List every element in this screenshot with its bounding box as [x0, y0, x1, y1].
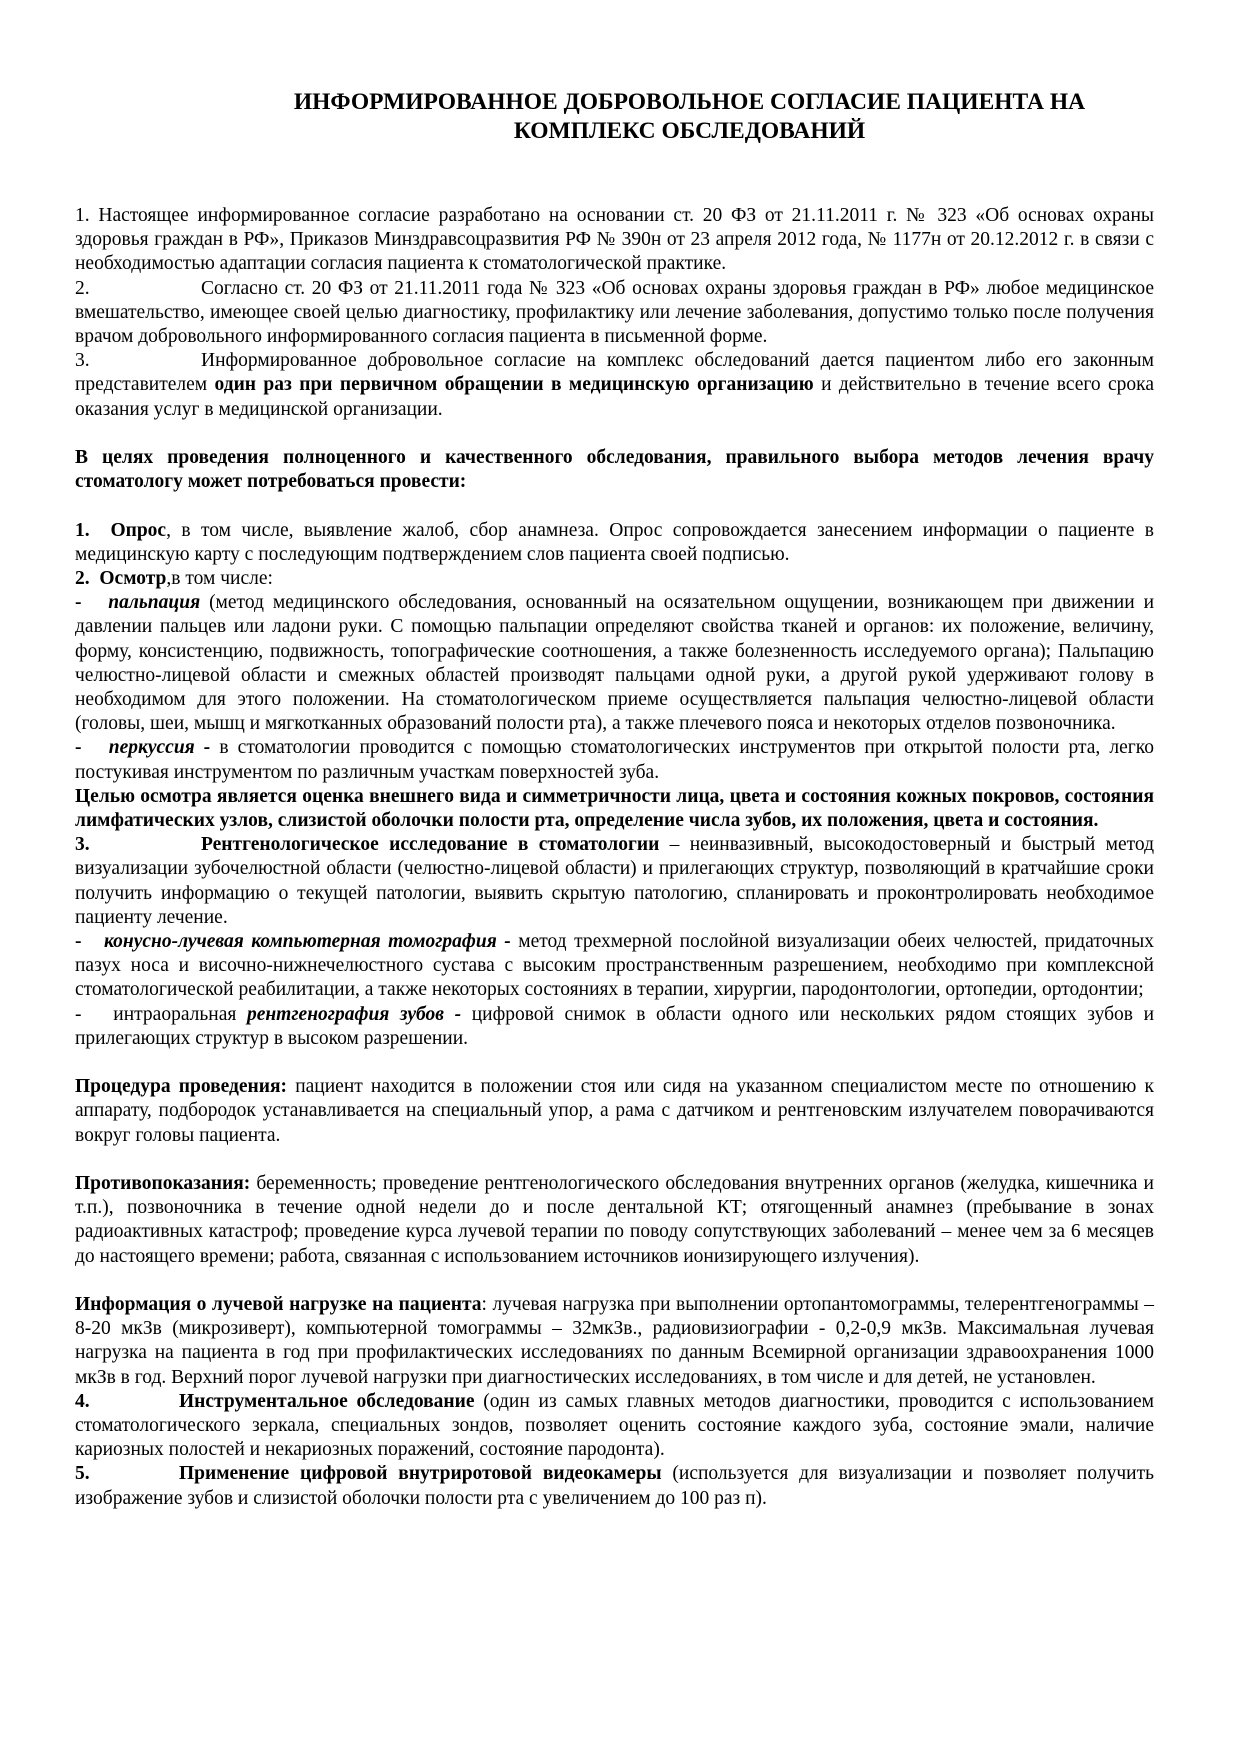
section-label: Противопоказания: [75, 1173, 251, 1195]
spacer [75, 494, 1154, 518]
item-videocamera [75, 1462, 1154, 1510]
item-text: интраоральная [102, 1003, 247, 1025]
section-label: Информация о лучевой нагрузке на пациента [75, 1294, 482, 1316]
item-title: Применение цифровой внутриротовой видеокамеры [179, 1463, 662, 1485]
item-text: (метод медицинского обследования, основанный на осязательном ощущении, возникающем при движении и давлении пальцев или ладони руки. С помощью пальпации определяют свойства тканей и органов: их положение, величину, форму, консистенцию, подвижность, топографические соотношения, а также болезненность исследуемого органа); Пальпацию челюстно-лицевой области и смежных областей производят пальцами одной руки, а другой рукой удерживают голову в необходимом для этого положении. На стоматологическом приеме осуществляется пальпация челюстно-лицевой области (головы, шеи, мышц и мягкотканных образований полости рта), а также плечевого пояса и некоторых отделов позвоночника. [75, 592, 1155, 735]
item-instrumental [75, 1390, 1154, 1463]
purpose-text: В целях проведения полноценного и качественного обследования, правильного выбора методов лечения врачу стоматологу может потребоваться провести: [75, 447, 1154, 493]
paragraph-text: Информированное добровольное согласие на комплекс обследований дается пациентом либо его законным представителем [75, 350, 1154, 396]
item-title: Опрос [110, 519, 167, 541]
bullet-dash: - [75, 931, 82, 953]
spacer [75, 1148, 1154, 1172]
item-text: метод трехмерной послойной визуализации обеих челюстей, придаточных пазух носа и височно-нижнечелюстного сустава с высоким пространственным разрешением, необходимо при комплексной стоматологической реабилитации, а также некоторых состояниях в терапии, хирургии, пародонтологии, ортопедии, ортодонтии; [75, 931, 1154, 1001]
section-text: пациент находится в положении стоя или сидя на указанном специалистом месте по отношению к аппарату, подбородок устанавливается на специальный упор, а рама с датчиком и рентгеновским излучателем поворачиваются вокруг головы пациента. [75, 1076, 1154, 1146]
item-number: 3. [75, 834, 90, 856]
item-examination [75, 567, 1154, 591]
paragraph-text: и действительно в течение всего срока оказания услуг в медицинской организации. [75, 374, 1155, 420]
subitem-palpation [75, 591, 1154, 736]
bullet-dash: - [75, 737, 82, 759]
term: конусно-лучевая компьютерная томография - [103, 931, 511, 953]
spacer [75, 422, 1154, 446]
item-radiology [75, 833, 1154, 930]
item-number: 2. [75, 568, 90, 590]
item-survey [75, 519, 1154, 567]
item-number: 4. [75, 1390, 90, 1412]
title-line-1: ИНФОРМИРОВАННОЕ ДОБРОВОЛЬНОЕ СОГЛАСИЕ ПАЦИЕНТА НА [293, 89, 1086, 115]
spacer [75, 1051, 1154, 1075]
title-line-2: КОМПЛЕКС ОБСЛЕДОВАНИЙ [513, 118, 866, 144]
item-number: 5. [75, 1463, 90, 1485]
emphasis-text: один раз при первичном обращении в медицинскую организацию [214, 374, 814, 396]
item-text: (один из самых главных методов диагностики, проводится с использованием стоматологического зеркала, специальных зондов, позволяет оценить состояние каждого зуба, состояние эмали, наличие кариозных полостей и некариозных поражений, состояние пародонта). [75, 1390, 1154, 1461]
bullet-dash: - [75, 1003, 82, 1025]
term: перкуссия - [108, 737, 211, 759]
item-title: Рентгенологическое исследование в стоматологии [201, 834, 660, 856]
term: рентгенография зубов - [246, 1003, 462, 1025]
paragraph-number: 2. [75, 277, 90, 299]
item-title: Осмотр [99, 568, 167, 590]
spacer [75, 1269, 1154, 1293]
item-text: цифровой снимок в области одного или нескольких рядом стоящих зубов и прилегающих структур в высоком разрешении. [75, 1003, 1155, 1049]
item-number: 1. [75, 519, 90, 541]
document-title [75, 88, 1154, 146]
paragraph-text: Согласно ст. 20 ФЗ от 21.11.2011 года № 323 «Об основах охраны здоровья граждан в РФ» любое медицинское вмешательство, имеющее своей целью диагностику, профилактику или лечение заболевания, допустимо только после получения врачом добровольного информированного согласия пациента в письменной форме. [75, 277, 1154, 348]
item-text: , в том числе, выявление жалоб, сбор анамнеза. Опрос сопровождается занесением информации о пациенте в медицинскую карту с последующим подтверждением слов пациента своей подписью. [75, 519, 1154, 565]
intro-paragraph-2 [75, 277, 1154, 350]
section-label: Процедура проведения: [75, 1076, 288, 1098]
intro-paragraph-1: 1. Настоящее информированное согласие разработано на основании ст. 20 ФЗ от 21.11.2011 г. № 323 «Об основах охраны здоровья граждан в РФ», Приказов Минздравсоцразвития РФ № 390н от 23 апреля 2012 года, № 1177н от 20.12.2012 г. в связи с необходимостью адаптации согласия пациента к стоматологической практике. [75, 205, 1154, 275]
item-text: – неинвазивный, высокодостоверный и быстрый метод визуализации зубочелюстной области (челюстно-лицевой области) и прилегающих структур, позволяющий в кратчайшие сроки получить информацию о текущей патологии, выявить скрытую патологию, спланировать и проконтролировать необходимое пациенту лечение. [75, 834, 1154, 928]
spacer [75, 146, 1154, 194]
item-text: ,в том числе: [166, 568, 273, 590]
item-text: в стоматологии проводится с помощью стоматологических инструментов при открытой полости рта, легко постукивая инструментом по различным участкам поверхностей зуба. [75, 737, 1154, 783]
paragraph-number: 3. [75, 350, 90, 372]
radiation-section [75, 1293, 1154, 1390]
section-text: : лучевая нагрузка при выполнении ортопантомограммы, телерентгенограммы – 8-20 мкЗв (микрозиверт), компьютерной томограммы – 32мкЗв., радиовизиографии - 0,2-0,9 мкЗв. Максимальная лучевая нагрузка на пациента в год при профилактических исследованиях по данным Всемирной организации здравоохранения 1000 мкЗв в год. Верхний порог лучевой нагрузки при диагностических исследованиях, в том числе и для детей, не установлен. [75, 1294, 1154, 1388]
item-title: Инструментальное обследование [179, 1390, 475, 1412]
examination-goal [75, 785, 1154, 833]
bullet-dash: - [75, 592, 82, 614]
term: пальпация [108, 592, 201, 614]
subitem-cbct [75, 930, 1154, 1003]
procedure-section [75, 1075, 1154, 1148]
contraindications-section [75, 1172, 1154, 1269]
section-text: беременность; проведение рентгенологического обследования внутренних органов (желудка, кишечника и т.п.), позвоночника в течение одной недели до и после дентальной КТ; отягощенный анамнез (пребывание в зонах радиоактивных катастроф; проведение курса лучевой терапии по поводу сопутствующих заболеваний – менее чем за 6 месяцев до настоящего времени; работа, связанная с использованием источников ионизирующего излучения). [75, 1173, 1154, 1267]
intro-paragraph-3 [75, 349, 1154, 422]
goal-text: Целью осмотра является оценка внешнего вида и симметричности лица, цвета и состояния кожных покровов, состояния лимфатических узлов, слизистой оболочки полости рта, определение числа зубов, их положения, цвета и состояния. [75, 785, 1154, 832]
purpose-heading [75, 446, 1154, 494]
item-text: (используется для визуализации и позволяет получить изображение зубов и слизистой оболочки полости рта с увеличением до 100 раз п). [75, 1463, 1154, 1509]
subitem-percussion [75, 736, 1154, 784]
subitem-dental-xray [75, 1003, 1154, 1051]
